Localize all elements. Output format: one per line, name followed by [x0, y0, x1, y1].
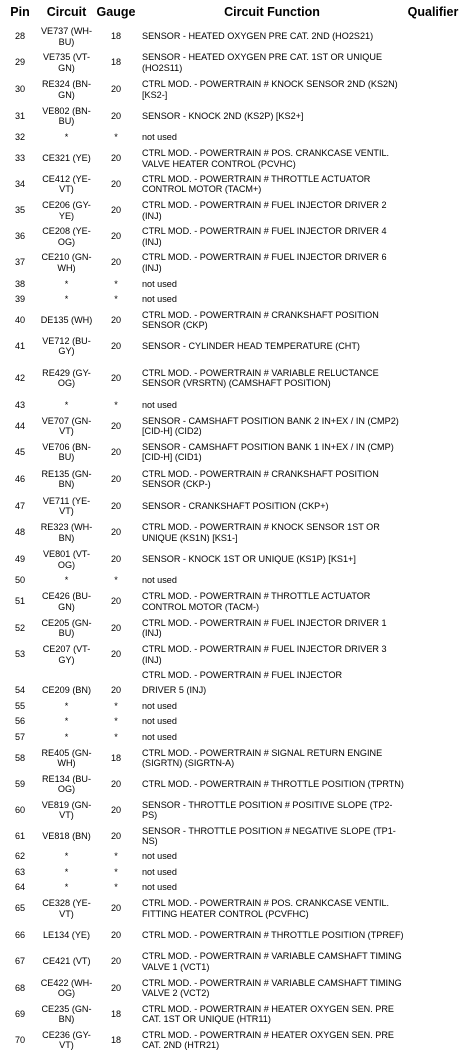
qualifier-cell: [405, 573, 461, 588]
header-row: [0, 0, 461, 24]
circuit-cell: *: [64, 575, 69, 586]
function-cell: CTRL MOD. - POWERTRAIN # THROTTLE ACTUATOR CONTROL MOTOR (TACM-): [142, 591, 371, 612]
function-cell: CTRL MOD. - POWERTRAIN # THROTTLE POSITION (TPREF): [142, 929, 404, 940]
table-row: [0, 668, 461, 683]
table-row: [0, 333, 461, 359]
function-cell: CTRL MOD. - POWERTRAIN # HEATER OXYGEN SEN. PRE CAT. 2ND (HTR21): [142, 1029, 394, 1050]
circuit-cell: CE321 (YE): [42, 153, 91, 164]
header-qualifier: Qualifier: [407, 5, 459, 19]
circuit-cell: *: [64, 700, 69, 711]
pin-cell: 44: [14, 420, 26, 431]
table-row: [0, 76, 461, 103]
gauge-cell: 20: [110, 446, 122, 457]
gauge-cell: 20: [110, 830, 122, 841]
circuit-cell: CE421 (VT): [42, 956, 91, 967]
table-row: [0, 1027, 461, 1053]
circuit-cell: CE208 (YE-OG): [42, 226, 91, 247]
qualifier-cell: [405, 224, 461, 249]
gauge-cell: *: [114, 132, 118, 143]
gauge-cell: *: [114, 866, 118, 877]
qualifier-cell: [405, 797, 461, 823]
function-cell: CTRL MOD. - POWERTRAIN # HEATER OXYGEN SEN. PRE CAT. 1ST OR UNIQUE (HTR11): [142, 1003, 394, 1024]
gauge-cell: *: [114, 278, 118, 289]
qualifier-cell: [405, 745, 461, 771]
gauge-cell: 18: [110, 1034, 122, 1045]
qualifier-cell: [405, 729, 461, 745]
pin-cell: 41: [14, 340, 26, 351]
gauge-cell: 20: [110, 110, 122, 121]
pin-cell: 58: [14, 752, 26, 763]
qualifier-cell: [405, 276, 461, 292]
function-cell: SENSOR - CAMSHAFT POSITION BANK 1 IN+EX / IN (CMP) [CID-H] (CID1): [142, 441, 394, 462]
circuit-cell: VE801 (VT-OG): [42, 549, 90, 570]
circuit-cell: *: [64, 716, 69, 727]
qualifier-cell: [405, 668, 461, 683]
table-row: [0, 24, 461, 49]
circuit-cell: RE135 (GN-BN): [41, 468, 92, 489]
qualifier-cell: [405, 771, 461, 797]
table-row: [0, 975, 461, 1001]
qualifier-cell: [405, 714, 461, 729]
qualifier-cell: [405, 49, 461, 76]
circuit-cell: RE134 (BU-OG): [41, 773, 92, 794]
circuit-cell: VE737 (WH-BU): [40, 26, 93, 47]
pin-cell: 37: [14, 257, 26, 268]
qualifier-cell: [405, 641, 461, 668]
qualifier-cell: [405, 1027, 461, 1053]
table-row: [0, 397, 461, 413]
function-cell: SENSOR - KNOCK 2ND (KS2P) [KS2+]: [142, 110, 304, 121]
pin-cell: 67: [14, 956, 26, 967]
qualifier-cell: [405, 24, 461, 49]
circuit-cell: DE135 (WH): [40, 314, 93, 325]
qualifier-cell: [405, 849, 461, 864]
table-row: [0, 880, 461, 895]
circuit-cell: RE429 (GY-OG): [42, 367, 91, 388]
qualifier-cell: [405, 519, 461, 546]
gauge-cell: 20: [110, 205, 122, 216]
gauge-cell: 20: [110, 982, 122, 993]
table-row: [0, 307, 461, 333]
gauge-cell: 20: [110, 420, 122, 431]
qualifier-cell: [405, 292, 461, 307]
gauge-cell: 20: [110, 314, 122, 325]
gauge-cell: 20: [110, 527, 122, 538]
qualifier-cell: [405, 307, 461, 333]
gauge-cell: 20: [110, 84, 122, 95]
pin-cell: 46: [14, 473, 26, 484]
pin-cell: 65: [14, 903, 26, 914]
function-cell: CTRL MOD. - POWERTRAIN # FUEL INJECTOR DRIVER 6 (INJ): [142, 252, 387, 273]
function-cell: DRIVER 5 (INJ): [142, 685, 207, 696]
pin-cell: 68: [14, 982, 26, 993]
qualifier-cell: [405, 171, 461, 197]
pin-cell: 39: [14, 294, 26, 305]
circuit-cell: CE426 (BU-GN): [41, 591, 92, 612]
circuit-cell: VE735 (VT-GN): [42, 52, 90, 73]
pin-cell: 57: [14, 731, 26, 742]
qualifier-cell: [405, 146, 461, 171]
gauge-cell: 20: [110, 231, 122, 242]
gauge-cell: 20: [110, 956, 122, 967]
circuit-cell: *: [64, 294, 69, 305]
qualifier-cell: [405, 397, 461, 413]
table-row: [0, 249, 461, 276]
function-cell: SENSOR - CRANKSHAFT POSITION (CKP+): [142, 500, 329, 511]
gauge-cell: 20: [110, 778, 122, 789]
circuit-cell: VE819 (GN-VT): [41, 799, 92, 820]
header-pin: Pin: [10, 5, 30, 19]
function-cell: SENSOR - KNOCK 1ST OR UNIQUE (KS1P) [KS1+]: [142, 554, 356, 565]
pin-cell: 52: [14, 622, 26, 633]
gauge-cell: 20: [110, 903, 122, 914]
qualifier-cell: [405, 439, 461, 465]
function-cell: CTRL MOD. - POWERTRAIN # SIGNAL RETURN ENGINE (SIGRTN) (SIGRTN-A): [142, 747, 383, 768]
circuit-cell: CE207 (VT-GY): [42, 644, 91, 665]
circuit-cell: *: [64, 278, 69, 289]
pin-cell: 29: [14, 57, 26, 68]
table-row: [0, 519, 461, 546]
function-cell: not used: [142, 575, 177, 586]
table-row: [0, 224, 461, 249]
pin-cell: 31: [14, 110, 26, 121]
gauge-cell: [93, 668, 139, 683]
circuit-cell: *: [64, 132, 69, 143]
qualifier-cell: [405, 413, 461, 439]
qualifier-cell: [405, 615, 461, 641]
pin-cell: 43: [14, 399, 26, 410]
table-row: [0, 1001, 461, 1027]
table-row: [0, 359, 461, 397]
table-row: [0, 948, 461, 975]
function-cell: SENSOR - HEATED OXYGEN PRE CAT. 2ND (HO2S21): [142, 31, 374, 42]
qualifier-cell: [405, 683, 461, 698]
qualifier-cell: [405, 465, 461, 493]
pin-cell: 55: [14, 700, 26, 711]
table-row: [0, 292, 461, 307]
function-cell: CTRL MOD. - POWERTRAIN # CRANKSHAFT POSITION SENSOR (CKP-): [142, 468, 379, 489]
pin-cell: 51: [14, 596, 26, 607]
qualifier-cell: [405, 333, 461, 359]
gauge-cell: 20: [110, 649, 122, 660]
qualifier-cell: [405, 864, 461, 880]
circuit-cell: CE328 (YE-VT): [42, 898, 91, 919]
gauge-cell: *: [114, 700, 118, 711]
header-circuit-function: Circuit Function: [224, 5, 320, 19]
table-row: [0, 895, 461, 922]
pin-cell: 70: [14, 1034, 26, 1045]
function-cell: CTRL MOD. - POWERTRAIN # VARIABLE RELUCTANCE SENSOR (VRSRTN) (CAMSHAFT POSITION): [142, 367, 379, 388]
qualifier-cell: [405, 922, 461, 948]
circuit-cell: CE236 (GY-VT): [42, 1029, 91, 1050]
pin-cell: 60: [14, 804, 26, 815]
table-row: [0, 171, 461, 197]
table-body: [0, 24, 461, 1053]
circuit-cell: VE712 (BU-GY): [42, 335, 91, 356]
table-row: [0, 413, 461, 439]
table-row: [0, 573, 461, 588]
gauge-cell: *: [114, 575, 118, 586]
pin-cell: 36: [14, 231, 26, 242]
table-row: [0, 615, 461, 641]
qualifier-cell: [405, 76, 461, 103]
table-row: [0, 129, 461, 146]
qualifier-cell: [405, 975, 461, 1001]
function-cell: CTRL MOD. - POWERTRAIN # FUEL INJECTOR: [142, 670, 343, 681]
gauge-cell: *: [114, 851, 118, 862]
pin-cell: 47: [14, 500, 26, 511]
gauge-cell: 20: [110, 340, 122, 351]
circuit-cell: CE412 (YE-VT): [42, 173, 91, 194]
pin-cell: 34: [14, 178, 26, 189]
pin-cell: 35: [14, 205, 26, 216]
function-cell: not used: [142, 132, 177, 143]
table-row: [0, 714, 461, 729]
gauge-cell: 20: [110, 473, 122, 484]
gauge-cell: 20: [110, 554, 122, 565]
circuit-cell: *: [64, 731, 69, 742]
function-cell: CTRL MOD. - POWERTRAIN # FUEL INJECTOR DRIVER 1 (INJ): [142, 617, 387, 638]
gauge-cell: 20: [110, 500, 122, 511]
gauge-cell: 20: [110, 178, 122, 189]
pin-cell: 69: [14, 1008, 26, 1019]
pin-cell: 28: [14, 31, 26, 42]
circuit-cell: RE323 (WH-BN): [40, 522, 93, 543]
circuit-cell: CE209 (BN): [41, 685, 92, 696]
function-cell: SENSOR - THROTTLE POSITION # POSITIVE SLOPE (TP2-PS): [142, 799, 393, 820]
table-row: [0, 641, 461, 668]
header-gauge: Gauge: [96, 5, 136, 19]
qualifier-cell: [405, 698, 461, 714]
circuit-cell: [40, 668, 93, 683]
pin-cell: 30: [14, 84, 26, 95]
function-cell: CTRL MOD. - POWERTRAIN # FUEL INJECTOR DRIVER 4 (INJ): [142, 226, 387, 247]
gauge-cell: 18: [110, 31, 122, 42]
function-cell: CTRL MOD. - POWERTRAIN # POS. CRANKCASE VENTIL. VALVE HEATER CONTROL (PCVHC): [142, 148, 390, 169]
function-cell: CTRL MOD. - POWERTRAIN # THROTTLE ACTUATOR CONTROL MOTOR (TACM+): [142, 173, 371, 194]
qualifier-cell: [405, 948, 461, 975]
gauge-cell: *: [114, 882, 118, 893]
circuit-cell: VE711 (YE-VT): [42, 495, 91, 516]
function-cell: CTRL MOD. - POWERTRAIN # VARIABLE CAMSHAFT TIMING VALVE 2 (VCT2): [142, 977, 402, 998]
table-row: [0, 588, 461, 615]
gauge-cell: *: [114, 399, 118, 410]
function-cell: not used: [142, 866, 177, 877]
qualifier-cell: [405, 880, 461, 895]
gauge-cell: *: [114, 294, 118, 305]
table-row: [0, 276, 461, 292]
function-cell: CTRL MOD. - POWERTRAIN # POS. CRANKCASE VENTIL. FITTING HEATER CONTROL (PCVFHC): [142, 898, 390, 919]
pin-cell: 64: [14, 882, 26, 893]
function-cell: not used: [142, 882, 177, 893]
table-row: [0, 698, 461, 714]
qualifier-cell: [405, 249, 461, 276]
function-cell: CTRL MOD. - POWERTRAIN # KNOCK SENSOR 2ND (KS2N) [KS2-]: [142, 79, 398, 100]
circuit-cell: CE422 (WH-OG): [40, 977, 93, 998]
qualifier-cell: [405, 103, 461, 129]
function-cell: not used: [142, 294, 177, 305]
function-cell: CTRL MOD. - POWERTRAIN # KNOCK SENSOR 1ST OR UNIQUE (KS1N) [KS1-]: [142, 522, 380, 543]
pin-cell: 66: [14, 929, 26, 940]
gauge-cell: *: [114, 716, 118, 727]
pin-cell: 56: [14, 716, 26, 727]
gauge-cell: 20: [110, 257, 122, 268]
gauge-cell: 20: [110, 929, 122, 940]
pin-cell: 62: [14, 851, 26, 862]
qualifier-cell: [405, 895, 461, 922]
pin-cell: 48: [14, 527, 26, 538]
pin-cell: 54: [14, 685, 26, 696]
function-cell: not used: [142, 731, 177, 742]
function-cell: CTRL MOD. - POWERTRAIN # CRANKSHAFT POSITION SENSOR (CKP): [142, 309, 379, 330]
circuit-cell: RE324 (BN-GN): [41, 79, 92, 100]
pin-cell: 45: [14, 446, 26, 457]
table-row: [0, 849, 461, 864]
function-cell: not used: [142, 278, 177, 289]
circuit-cell: VE707 (GN-VT): [41, 415, 92, 436]
circuit-cell: VE802 (BN-BU): [42, 105, 91, 126]
table-row: [0, 864, 461, 880]
circuit-cell: CE205 (GN-BU): [41, 617, 92, 638]
circuit-cell: *: [64, 882, 69, 893]
pin-cell: 33: [14, 153, 26, 164]
pin-cell: 53: [14, 649, 26, 660]
qualifier-cell: [405, 588, 461, 615]
table-row: [0, 546, 461, 573]
gauge-cell: *: [114, 731, 118, 742]
gauge-cell: 18: [110, 57, 122, 68]
circuit-cell: *: [64, 851, 69, 862]
function-cell: SENSOR - THROTTLE POSITION # NEGATIVE SLOPE (TP1-NS): [142, 825, 396, 846]
table-row: [0, 439, 461, 465]
table-row: [0, 729, 461, 745]
table-row: [0, 49, 461, 76]
table-row: [0, 922, 461, 948]
qualifier-cell: [405, 359, 461, 397]
circuit-cell: CE235 (GN-BN): [41, 1003, 92, 1024]
circuit-cell: CE210 (GN-WH): [41, 252, 92, 273]
function-cell: SENSOR - CAMSHAFT POSITION BANK 2 IN+EX / IN (CMP2) [CID-H] (CID2): [142, 415, 399, 436]
function-cell: not used: [142, 399, 177, 410]
gauge-cell: 20: [110, 622, 122, 633]
pin-cell: [0, 668, 40, 683]
table-row: [0, 465, 461, 493]
table-row: [0, 745, 461, 771]
function-cell: CTRL MOD. - POWERTRAIN # VARIABLE CAMSHAFT TIMING VALVE 1 (VCT1): [142, 951, 402, 972]
gauge-cell: 20: [110, 804, 122, 815]
qualifier-cell: [405, 1001, 461, 1027]
pin-cell: 50: [14, 575, 26, 586]
gauge-cell: 20: [110, 153, 122, 164]
function-cell: CTRL MOD. - POWERTRAIN # FUEL INJECTOR DRIVER 2 (INJ): [142, 200, 387, 221]
pin-cell: 59: [14, 778, 26, 789]
function-cell: not used: [142, 700, 177, 711]
circuit-cell: VE818 (BN): [42, 830, 91, 841]
circuit-cell: CE206 (GY-YE): [42, 200, 91, 221]
table-row: [0, 771, 461, 797]
function-cell: not used: [142, 851, 177, 862]
qualifier-cell: [405, 823, 461, 849]
table-row: [0, 146, 461, 171]
function-cell: CTRL MOD. - POWERTRAIN # FUEL INJECTOR DRIVER 3 (INJ): [142, 644, 387, 665]
header-circuit: Circuit: [46, 5, 87, 19]
qualifier-cell: [405, 493, 461, 519]
circuit-cell: *: [64, 399, 69, 410]
table-row: [0, 797, 461, 823]
function-cell: not used: [142, 716, 177, 727]
circuit-cell: *: [64, 866, 69, 877]
qualifier-cell: [405, 197, 461, 224]
pin-cell: 63: [14, 866, 26, 877]
function-cell: CTRL MOD. - POWERTRAIN # THROTTLE POSITION (TPRTN): [142, 778, 404, 789]
gauge-cell: 20: [110, 372, 122, 383]
gauge-cell: 20: [110, 685, 122, 696]
table-row: [0, 493, 461, 519]
circuit-cell: LE134 (YE): [42, 929, 90, 940]
circuit-cell: RE405 (GN-WH): [41, 747, 92, 768]
gauge-cell: 18: [110, 752, 122, 763]
circuit-cell: VE706 (BN-BU): [42, 441, 91, 462]
table-row: [0, 103, 461, 129]
gauge-cell: 18: [110, 1008, 122, 1019]
table-row: [0, 683, 461, 698]
table-row: [0, 823, 461, 849]
pin-cell: 49: [14, 554, 26, 565]
pin-cell: 40: [14, 314, 26, 325]
function-cell: SENSOR - CYLINDER HEAD TEMPERATURE (CHT): [142, 340, 360, 351]
gauge-cell: 20: [110, 596, 122, 607]
function-cell: SENSOR - HEATED OXYGEN PRE CAT. 1ST OR UNIQUE (HO2S11): [142, 52, 383, 73]
qualifier-cell: [405, 546, 461, 573]
pin-cell: 38: [14, 278, 26, 289]
pin-cell: 61: [14, 830, 26, 841]
pin-cell: 32: [14, 132, 26, 143]
table-row: [0, 197, 461, 224]
pin-cell: 42: [14, 372, 26, 383]
qualifier-cell: [405, 129, 461, 146]
